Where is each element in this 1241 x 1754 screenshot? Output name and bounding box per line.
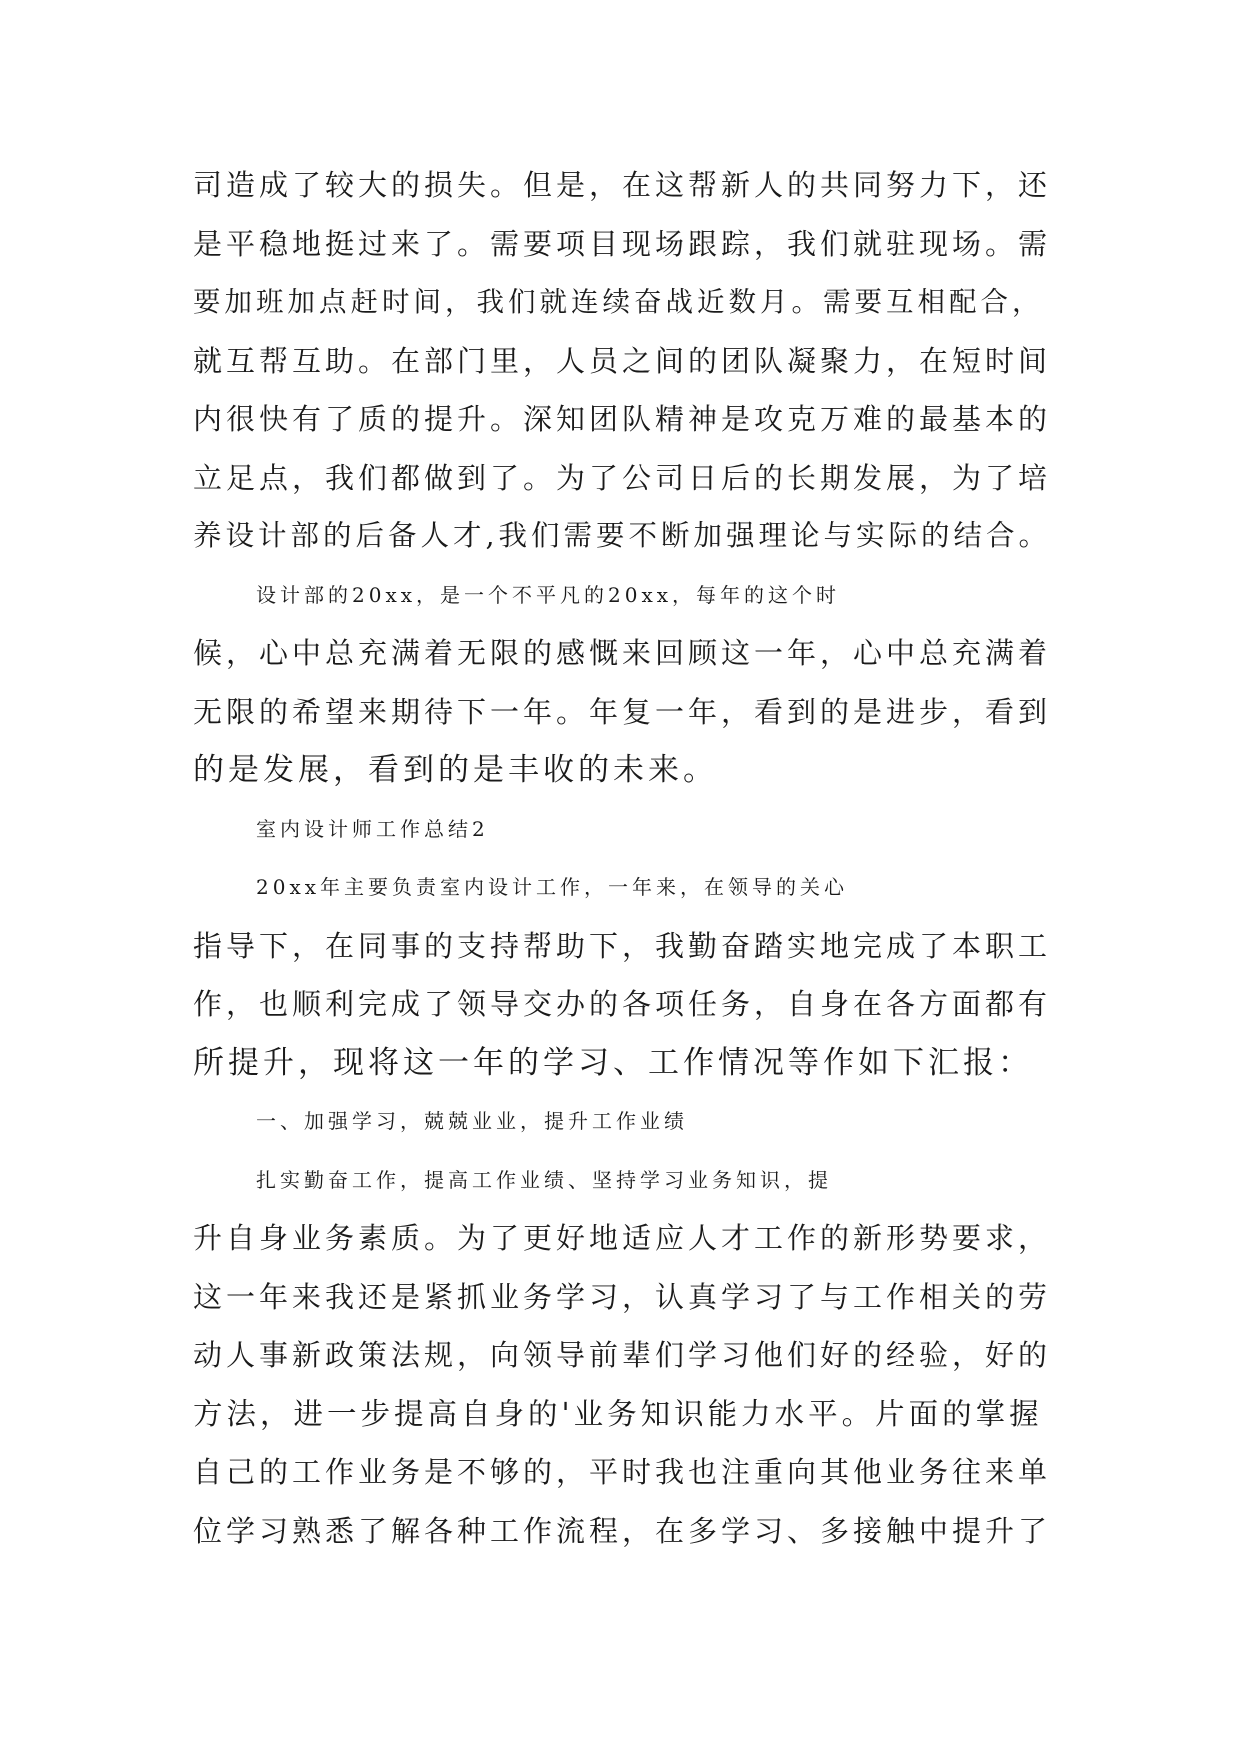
text-line: 立足点，我们都做到了。为了公司日后的长期发展，为了培 bbox=[193, 460, 1052, 495]
text-line: 无限的希望来期待下一年。年复一年，看到的是进步，看到 bbox=[193, 694, 1052, 729]
text-line: 自己的工作业务是不够的，平时我也注重向其他业务往来单 bbox=[193, 1455, 1052, 1489]
text-line: 就互帮互助。在部门里，人员之间的团队凝聚力，在短时间 bbox=[193, 343, 1052, 378]
text-line: 指导下，在同事的支持帮助下，我勤奋踏实地完成了本职工 bbox=[193, 928, 1052, 963]
text-line: 所提升，现将这一年的学习、工作情况等作如下汇报： bbox=[193, 1044, 1033, 1081]
text-line: 候，心中总充满着无限的感慨来回顾这一年，心中总充满着 bbox=[193, 636, 1052, 670]
text-line: 一、加强学习，兢兢业业，提升工作业绩 bbox=[256, 1109, 688, 1133]
document-body bbox=[193, 156, 1053, 1560]
text-line: 设计部的20xx，是一个不平凡的20xx，每年的这个时 bbox=[256, 582, 841, 607]
text-line: 动人事新政策法规，向领导前辈们学习他们好的经验，好的 bbox=[193, 1338, 1052, 1372]
text-line: 内很快有了质的提升。深知团队精神是攻克万难的最基本的 bbox=[193, 402, 1052, 436]
text-line: 扎实勤奋工作，提高工作业绩、坚持学习业务知识，提 bbox=[256, 1167, 832, 1192]
text-line: 室内设计师工作总结2 bbox=[256, 816, 489, 841]
text-line: 要加班加点赶时间，我们就连续奋战近数月。需要互相配合， bbox=[193, 286, 1044, 318]
text-line: 养设计部的后备人才,我们需要不断加强理论与实际的结合。 bbox=[193, 519, 1052, 552]
text-line: 20xx年主要负责室内设计工作，一年来，在领导的关心 bbox=[256, 875, 849, 899]
text-line: 的是发展，看到的是丰收的未来。 bbox=[193, 752, 718, 788]
text-line: 这一年来我还是紧抓业务学习，认真学习了与工作相关的劳 bbox=[193, 1279, 1052, 1314]
text-line: 是平稳地挺过来了。需要项目现场跟踪，我们就驻现场。需 bbox=[193, 226, 1052, 261]
text-line: 方法，进一步提高自身的'业务知识能力水平。片面的掌握 bbox=[193, 1396, 1043, 1431]
text-line: 升自身业务素质。为了更好地适应人才工作的新形势要求， bbox=[193, 1221, 1052, 1255]
text-line: 位学习熟悉了解各种工作流程，在多学习、多接触中提升了 bbox=[193, 1513, 1052, 1548]
text-line: 司造成了较大的损失。但是，在这帮新人的共同努力下，还 bbox=[193, 168, 1052, 202]
text-line: 作，也顺利完成了领导交办的各项任务，自身在各方面都有 bbox=[193, 987, 1052, 1021]
